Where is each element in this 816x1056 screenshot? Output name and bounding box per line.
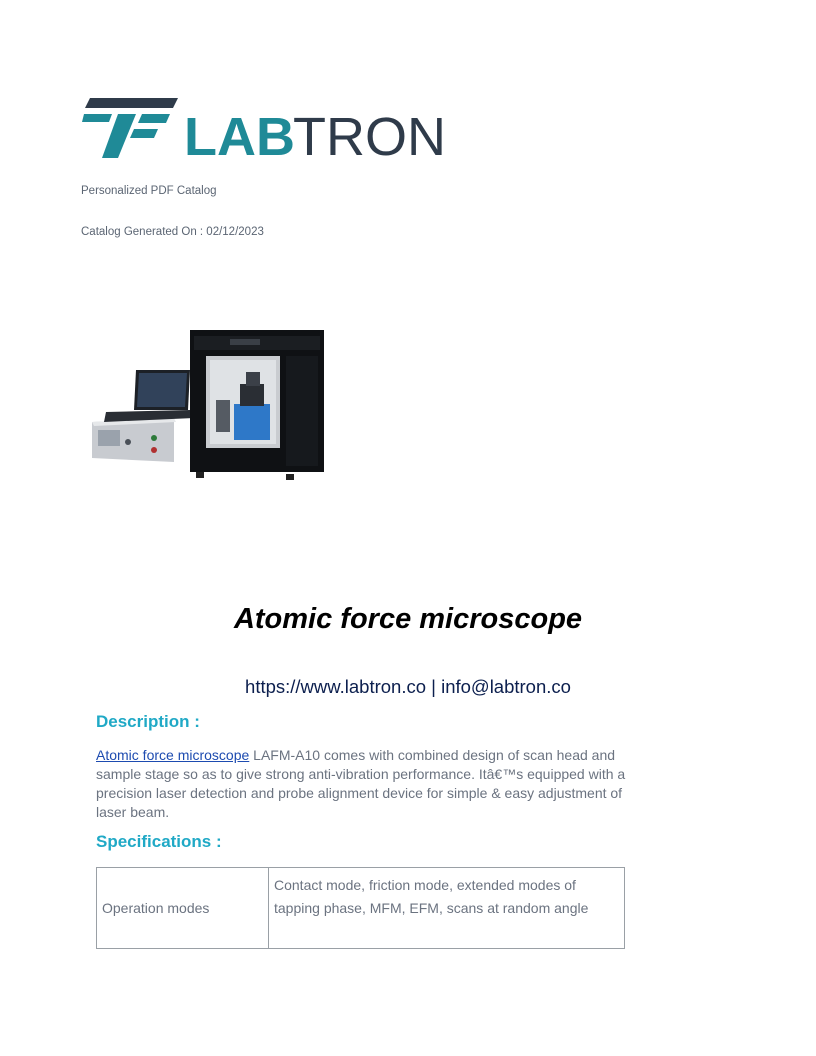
logo-word-light: TRON [293, 107, 446, 162]
product-image [90, 326, 328, 486]
product-link[interactable]: Atomic force microscope [96, 747, 250, 763]
specifications-table [96, 867, 625, 949]
spec-value: Contact mode, friction mode, extended modes of tapping phase, MFM, EFM, scans at random angle [269, 868, 625, 949]
catalog-type-label: Personalized PDF Catalog [81, 185, 217, 197]
labtron-logo-mark [82, 96, 462, 162]
table-row [97, 868, 625, 949]
description-body [96, 746, 636, 822]
description-text: LAFM-A10 comes with combined design of scan head and sample stage so as to give strong anti-vibration performance. Itâ€™s equipped with a precision laser detection and probe alignment device for simple & easy adjustment of laser beam. [96, 747, 626, 820]
catalog-generated-date: Catalog Generated On : 02/12/2023 [81, 226, 264, 238]
logo-word-bold: LAB [184, 107, 295, 162]
contact-line: https://www.labtron.co | info@labtron.co [245, 676, 571, 697]
labtron-logo [82, 96, 462, 162]
description-heading: Description : [96, 712, 200, 731]
specifications-heading: Specifications : [96, 832, 222, 851]
product-title: Atomic force microscope [233, 603, 583, 635]
spec-key: Operation modes [97, 868, 269, 949]
afm-instrument-icon [90, 326, 328, 486]
